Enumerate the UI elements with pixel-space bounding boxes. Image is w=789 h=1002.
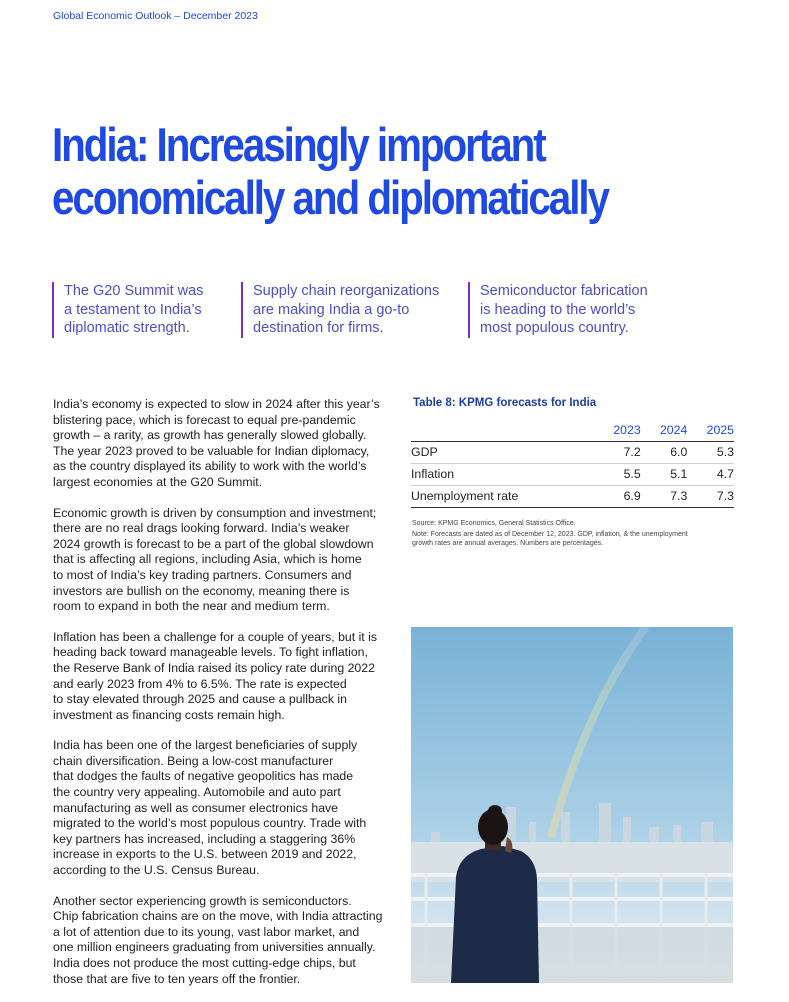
page-title-line: economically and diplomatically: [52, 171, 608, 224]
callout-line: is heading to the world’s: [480, 301, 636, 318]
callout-line: Semiconductor fabrication: [480, 283, 648, 299]
table-header-cell: 2024: [641, 420, 688, 442]
city-skyline-photo: [411, 627, 733, 983]
body-line: 2024 growth is forecast to be a part of the global slowdown: [53, 536, 374, 551]
table-source: [412, 519, 732, 550]
table-cell: 4.7: [687, 464, 734, 486]
table-header-row: [411, 420, 734, 442]
callout-line: diplomatic strength.: [64, 320, 190, 336]
body-line: one million engineers graduating from universities annually.: [53, 940, 376, 955]
running-header: Global Economic Outlook – December 2023: [53, 10, 258, 22]
callout-line: are making India a go-to: [253, 301, 410, 318]
body-line: migrated to the world’s most populous country. Trade with: [53, 816, 367, 831]
body-line: India does not produce the most cutting-edge chips, but: [53, 956, 356, 970]
body-line: heading back toward manageable levels. To fight inflation,: [53, 645, 368, 660]
table-title: Table 8: KPMG forecasts for India: [413, 397, 597, 409]
note-line: Note: Forecasts are dated as of December 12, 2023. GDP, inflation, & the unemployment: [412, 531, 688, 538]
body-paragraph: [53, 894, 383, 988]
body-line: India has been one of the largest beneficiaries of supply: [53, 738, 358, 753]
table-cell: 5.5: [594, 464, 641, 486]
body-line: as the country displayed its ability to work with the world’s: [53, 459, 367, 474]
table-cell: 5.1: [641, 464, 688, 486]
body-line: manufacturing as well as consumer electronics have: [53, 800, 339, 815]
body-line: growth – a rarity, as growth has generally slowed globally.: [53, 428, 367, 443]
body-line: and early 2023 from 4% to 6.5%. The rate is expected: [53, 676, 347, 691]
body-line: to stay elevated through 2025 and cause a pullback in: [53, 692, 347, 707]
table-row: [411, 442, 734, 464]
body-line: room to expand in both the near and medium term.: [53, 599, 330, 614]
table-header-empty: [411, 420, 594, 442]
body-text: [53, 397, 383, 1002]
table-cell: 7.3: [687, 486, 734, 508]
table-cell: 7.3: [641, 486, 688, 508]
table-cell: 6.9: [594, 486, 641, 508]
body-line: investment as financing costs remain high.: [53, 707, 285, 722]
table-header-cell: 2023: [594, 420, 641, 442]
callout-line: Supply chain reorganizations: [253, 283, 440, 299]
body-line: the Reserve Bank of India raised its policy rate during 2022: [53, 660, 375, 675]
body-line: that is affecting all regions, including Asia, which is home: [53, 552, 362, 567]
callout-line: a testament to India’s: [64, 301, 202, 318]
body-line: India’s economy is expected to slow in 2024 after this year’s: [53, 397, 380, 411]
body-line: to most of India’s key trading partners. Consumers and: [53, 567, 352, 582]
body-paragraph: [53, 738, 383, 878]
body-line: those that are five to ten years off the frontier.: [53, 971, 301, 986]
page-title: [52, 118, 654, 224]
forecast-table: [411, 420, 734, 508]
table-row: [411, 464, 734, 486]
table-cell: 6.0: [641, 442, 688, 464]
note-line: growth rates are annual averages. Numbers are percentages.: [412, 540, 604, 547]
body-line: key partners has increased, including a staggering 36%: [53, 831, 356, 846]
body-line: chain diversification. Being a low-cost manufacturer: [53, 753, 334, 768]
table-row: [411, 486, 734, 508]
body-line: there are no real drags looking forward. India’s weaker: [53, 521, 350, 536]
body-paragraph: [53, 397, 383, 491]
body-line: investors are bullish on the economy, meaning there is: [53, 583, 350, 598]
body-paragraph: [53, 630, 383, 724]
body-line: increase in exports to the U.S. between 2019 and 2022,: [53, 847, 357, 862]
callout-semiconductor: [468, 282, 648, 338]
callout-line: The G20 Summit was: [64, 283, 204, 299]
body-line: according to the U.S. Census Bureau.: [53, 863, 260, 878]
body-line: the country very appealing. Automobile and auto part: [53, 785, 341, 800]
body-line: a lot of attention due to its young, vast labor market, and: [53, 924, 360, 939]
body-line: Inflation has been a challenge for a couple of years, but it is: [53, 629, 378, 644]
callout-g20: [52, 282, 203, 338]
body-line: Chip fabrication chains are on the move, with India attracting: [53, 909, 383, 924]
table-header-cell: 2025: [687, 420, 734, 442]
body-line: that dodges the faults of negative geopolitics has made: [53, 769, 354, 784]
row-label: Unemployment rate: [411, 486, 594, 508]
page-title-line: India: Increasingly important: [52, 118, 545, 171]
key-takeaways: [52, 282, 752, 342]
callout-line: most populous country.: [480, 320, 629, 336]
table-cell: 7.2: [594, 442, 641, 464]
body-line: Economic growth is driven by consumption and investment;: [53, 505, 377, 520]
table-cell: 5.3: [687, 442, 734, 464]
callout-line: destination for firms.: [253, 320, 384, 336]
callout-supply-chain: [241, 282, 439, 338]
source-line: Source: KPMG Economics, General Statistics Office.: [412, 520, 576, 527]
body-line: The year 2023 proved to be valuable for Indian diplomacy,: [53, 443, 370, 458]
row-label: GDP: [411, 442, 594, 464]
body-paragraph: [53, 506, 383, 615]
body-line: Another sector experiencing growth is semiconductors.: [53, 893, 352, 908]
row-label: Inflation: [411, 464, 594, 486]
body-line: blistering pace, which is forecast to equal pre-pandemic: [53, 412, 356, 427]
body-line: largest economies at the G20 Summit.: [53, 474, 263, 489]
